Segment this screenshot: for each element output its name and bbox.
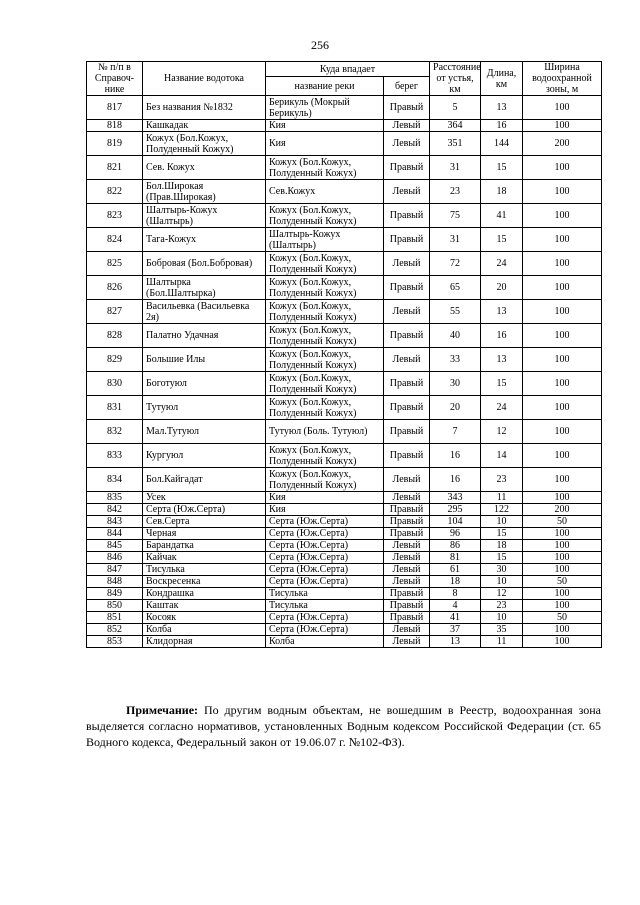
- cell-bank: Правый: [384, 396, 430, 420]
- cell-length: 24: [481, 252, 523, 276]
- cell-width: 100: [523, 324, 602, 348]
- footnote-label: Примечание:: [126, 703, 199, 717]
- cell-length: 11: [481, 636, 523, 648]
- cell-name: Воскресенка: [143, 576, 266, 588]
- cell-length: 10: [481, 516, 523, 528]
- cell-river: Кожух (Бол.Кожух, Полуденный Кожух): [266, 444, 384, 468]
- table-row: [87, 516, 602, 528]
- cell-name: Палатно Удачная: [143, 324, 266, 348]
- cell-width: 200: [523, 132, 602, 156]
- cell-number: 824: [87, 228, 143, 252]
- cell-river: Кожух (Бол.Кожух, Полуденный Кожух): [266, 468, 384, 492]
- cell-length: 15: [481, 156, 523, 180]
- cell-distance: 30: [430, 372, 481, 396]
- table-row: [87, 120, 602, 132]
- cell-bank: Левый: [384, 624, 430, 636]
- cell-number: 844: [87, 528, 143, 540]
- cell-number: 843: [87, 516, 143, 528]
- cell-length: 15: [481, 372, 523, 396]
- cell-width: 50: [523, 576, 602, 588]
- table-row: [87, 528, 602, 540]
- cell-distance: 343: [430, 492, 481, 504]
- cell-number: 818: [87, 120, 143, 132]
- cell-number: 848: [87, 576, 143, 588]
- cell-river: Кожух (Бол.Кожух, Полуденный Кожух): [266, 156, 384, 180]
- col-header-bank: берег: [384, 77, 430, 96]
- cell-width: 100: [523, 204, 602, 228]
- table-row: [87, 468, 602, 492]
- col-header-length: Длина, км: [481, 62, 523, 96]
- cell-number: 831: [87, 396, 143, 420]
- cell-width: 100: [523, 120, 602, 132]
- cell-name: Бол.Широкая (Прав.Широкая): [143, 180, 266, 204]
- cell-river: Кожух (Бол.Кожух, Полуденный Кожух): [266, 204, 384, 228]
- cell-length: 41: [481, 204, 523, 228]
- cell-number: 833: [87, 444, 143, 468]
- cell-bank: Левый: [384, 540, 430, 552]
- cell-width: 100: [523, 492, 602, 504]
- cell-river: Кожух (Бол.Кожух, Полуденный Кожух): [266, 300, 384, 324]
- cell-width: 100: [523, 564, 602, 576]
- cell-river: Тисулька: [266, 600, 384, 612]
- cell-river: Кия: [266, 492, 384, 504]
- cell-length: 23: [481, 468, 523, 492]
- cell-river: Серта (Юж.Серта): [266, 552, 384, 564]
- col-header-flows-into: Куда впадает: [266, 62, 430, 77]
- table-row: [87, 564, 602, 576]
- cell-number: 842: [87, 504, 143, 516]
- cell-width: 100: [523, 636, 602, 648]
- table-row: [87, 492, 602, 504]
- cell-length: 122: [481, 504, 523, 516]
- cell-number: 826: [87, 276, 143, 300]
- cell-bank: Правый: [384, 276, 430, 300]
- cell-distance: 96: [430, 528, 481, 540]
- table-row: [87, 504, 602, 516]
- table-row: [87, 324, 602, 348]
- cell-distance: 13: [430, 636, 481, 648]
- cell-length: 18: [481, 180, 523, 204]
- cell-number: 819: [87, 132, 143, 156]
- cell-distance: 4: [430, 600, 481, 612]
- cell-number: 822: [87, 180, 143, 204]
- cell-number: 846: [87, 552, 143, 564]
- cell-width: 100: [523, 180, 602, 204]
- cell-bank: Правый: [384, 204, 430, 228]
- cell-distance: 65: [430, 276, 481, 300]
- cell-distance: 61: [430, 564, 481, 576]
- cell-distance: 31: [430, 228, 481, 252]
- cell-river: Кожух (Бол.Кожух, Полуденный Кожух): [266, 372, 384, 396]
- table-row: [87, 132, 602, 156]
- cell-number: 817: [87, 96, 143, 120]
- table-row: [87, 540, 602, 552]
- cell-length: 12: [481, 588, 523, 600]
- cell-distance: 16: [430, 468, 481, 492]
- cell-width: 50: [523, 516, 602, 528]
- cell-river: Тисулька: [266, 588, 384, 600]
- cell-distance: 8: [430, 588, 481, 600]
- cell-name: Тисулька: [143, 564, 266, 576]
- cell-width: 100: [523, 552, 602, 564]
- cell-width: 100: [523, 624, 602, 636]
- cell-river: Шалтырь-Кожух (Шалтырь): [266, 228, 384, 252]
- cell-name: Шалтырка (Бол.Шалтырка): [143, 276, 266, 300]
- cell-length: 16: [481, 120, 523, 132]
- cell-bank: Левый: [384, 636, 430, 648]
- cell-river: Серта (Юж.Серта): [266, 624, 384, 636]
- cell-length: 24: [481, 396, 523, 420]
- cell-river: Кожух (Бол.Кожух, Полуденный Кожух): [266, 396, 384, 420]
- cell-width: 100: [523, 96, 602, 120]
- cell-distance: 16: [430, 444, 481, 468]
- cell-name: Каштак: [143, 600, 266, 612]
- cell-name: Сев.Серта: [143, 516, 266, 528]
- cell-number: 830: [87, 372, 143, 396]
- cell-number: 853: [87, 636, 143, 648]
- cell-name: Бобровая (Бол.Бобровая): [143, 252, 266, 276]
- cell-length: 35: [481, 624, 523, 636]
- cell-name: Серта (Юж.Серта): [143, 504, 266, 516]
- cell-bank: Левый: [384, 492, 430, 504]
- cell-name: Боготуюл: [143, 372, 266, 396]
- footnote-text: По другим водным объектам, не вошедшим в Реестр, водоохранная зона выделяется согласно нормативов, установленных Водным кодексом Российской Федерации (ст. 65 Водного кодекса, Федеральный закон от 19.06.07 г. №102-ФЗ).: [86, 703, 601, 749]
- cell-river: Кия: [266, 120, 384, 132]
- cell-number: 823: [87, 204, 143, 228]
- page-number: 256: [311, 38, 329, 52]
- table-row: [87, 396, 602, 420]
- cell-number: 834: [87, 468, 143, 492]
- cell-length: 11: [481, 492, 523, 504]
- cell-name: Сев. Кожух: [143, 156, 266, 180]
- cell-number: 825: [87, 252, 143, 276]
- cell-bank: Левый: [384, 132, 430, 156]
- cell-bank: Левый: [384, 552, 430, 564]
- cell-river: Кожух (Бол.Кожух, Полуденный Кожух): [266, 348, 384, 372]
- cell-width: 100: [523, 528, 602, 540]
- cell-river: Кия: [266, 132, 384, 156]
- table-row: [87, 228, 602, 252]
- cell-distance: 18: [430, 576, 481, 588]
- cell-river: Кожух (Бол.Кожух, Полуденный Кожух): [266, 276, 384, 300]
- cell-name: Кондрашка: [143, 588, 266, 600]
- table-row: [87, 96, 602, 120]
- cell-distance: 295: [430, 504, 481, 516]
- cell-bank: Левый: [384, 180, 430, 204]
- cell-name: Кашкадак: [143, 120, 266, 132]
- cell-name: Клидорная: [143, 636, 266, 648]
- table-row: [87, 612, 602, 624]
- cell-bank: Правый: [384, 372, 430, 396]
- cell-river: Колба: [266, 636, 384, 648]
- cell-river: Серта (Юж.Серта): [266, 576, 384, 588]
- cell-length: 14: [481, 444, 523, 468]
- cell-length: 13: [481, 300, 523, 324]
- cell-river: Сев.Кожух: [266, 180, 384, 204]
- cell-name: Черная: [143, 528, 266, 540]
- cell-number: 829: [87, 348, 143, 372]
- cell-name: Косояк: [143, 612, 266, 624]
- cell-river: Тутуюл (Боль. Тутуюл): [266, 420, 384, 444]
- cell-name: Кожух (Бол.Кожух, Полуденный Кожух): [143, 132, 266, 156]
- cell-bank: Правый: [384, 612, 430, 624]
- cell-length: 15: [481, 228, 523, 252]
- cell-distance: 23: [430, 180, 481, 204]
- cell-bank: Левый: [384, 348, 430, 372]
- cell-river: Серта (Юж.Серта): [266, 540, 384, 552]
- footnote: [86, 702, 601, 750]
- cell-width: 100: [523, 396, 602, 420]
- table-row: [87, 576, 602, 588]
- cell-width: 100: [523, 372, 602, 396]
- cell-distance: 81: [430, 552, 481, 564]
- cell-river: Кожух (Бол.Кожух, Полуденный Кожух): [266, 324, 384, 348]
- cell-bank: Правый: [384, 420, 430, 444]
- table-row: [87, 588, 602, 600]
- cell-bank: Правый: [384, 96, 430, 120]
- cell-river: Берикуль (Мокрый Берикуль): [266, 96, 384, 120]
- table-row: [87, 372, 602, 396]
- cell-distance: 41: [430, 612, 481, 624]
- cell-river: Серта (Юж.Серта): [266, 612, 384, 624]
- cell-number: 828: [87, 324, 143, 348]
- cell-number: 851: [87, 612, 143, 624]
- table-row: [87, 444, 602, 468]
- cell-length: 12: [481, 420, 523, 444]
- cell-length: 10: [481, 576, 523, 588]
- cell-name: Большие Илы: [143, 348, 266, 372]
- table-header: [87, 62, 602, 96]
- cell-distance: 364: [430, 120, 481, 132]
- cell-bank: Правый: [384, 228, 430, 252]
- cell-bank: Правый: [384, 444, 430, 468]
- cell-river: Кожух (Бол.Кожух, Полуденный Кожух): [266, 252, 384, 276]
- cell-distance: 75: [430, 204, 481, 228]
- cell-number: 827: [87, 300, 143, 324]
- cell-width: 100: [523, 252, 602, 276]
- cell-name: Без названия №1832: [143, 96, 266, 120]
- cell-name: Усек: [143, 492, 266, 504]
- cell-bank: Правый: [384, 156, 430, 180]
- cell-bank: Левый: [384, 120, 430, 132]
- cell-name: Кургуюл: [143, 444, 266, 468]
- cell-name: Тага-Кожух: [143, 228, 266, 252]
- table-row: [87, 600, 602, 612]
- cell-bank: Левый: [384, 576, 430, 588]
- col-header-name: Название водотока: [143, 62, 266, 96]
- cell-distance: 86: [430, 540, 481, 552]
- col-header-distance: Расстояние от устья, км: [430, 62, 481, 96]
- cell-length: 144: [481, 132, 523, 156]
- cell-river: Серта (Юж.Серта): [266, 528, 384, 540]
- cell-width: 100: [523, 348, 602, 372]
- cell-bank: Правый: [384, 516, 430, 528]
- cell-number: 821: [87, 156, 143, 180]
- cell-distance: 31: [430, 156, 481, 180]
- cell-length: 30: [481, 564, 523, 576]
- cell-length: 13: [481, 348, 523, 372]
- cell-width: 100: [523, 468, 602, 492]
- table-row: [87, 552, 602, 564]
- cell-name: Тутуюл: [143, 396, 266, 420]
- cell-width: 100: [523, 444, 602, 468]
- cell-bank: Правый: [384, 588, 430, 600]
- cell-width: 100: [523, 276, 602, 300]
- cell-width: 100: [523, 228, 602, 252]
- cell-number: 847: [87, 564, 143, 576]
- cell-name: Васильевка (Васильевка 2я): [143, 300, 266, 324]
- cell-number: 845: [87, 540, 143, 552]
- water-body-register-table: [86, 61, 602, 648]
- table-row: [87, 156, 602, 180]
- table-row: [87, 420, 602, 444]
- cell-river: Серта (Юж.Серта): [266, 516, 384, 528]
- cell-distance: 351: [430, 132, 481, 156]
- cell-length: 10: [481, 612, 523, 624]
- cell-name: Бол.Кайгадат: [143, 468, 266, 492]
- cell-number: 852: [87, 624, 143, 636]
- cell-river: Кия: [266, 504, 384, 516]
- cell-distance: 37: [430, 624, 481, 636]
- cell-bank: Левый: [384, 468, 430, 492]
- cell-width: 200: [523, 504, 602, 516]
- col-header-river-name: название реки: [266, 77, 384, 96]
- table-row: [87, 276, 602, 300]
- cell-number: 832: [87, 420, 143, 444]
- cell-number: 835: [87, 492, 143, 504]
- cell-number: 850: [87, 600, 143, 612]
- table-body: [87, 96, 602, 648]
- table-row: [87, 252, 602, 276]
- cell-length: 18: [481, 540, 523, 552]
- cell-distance: 72: [430, 252, 481, 276]
- cell-name: Барандатка: [143, 540, 266, 552]
- cell-distance: 7: [430, 420, 481, 444]
- cell-bank: Правый: [384, 528, 430, 540]
- cell-length: 15: [481, 528, 523, 540]
- cell-bank: Левый: [384, 252, 430, 276]
- cell-width: 50: [523, 612, 602, 624]
- cell-river: Серта (Юж.Серта): [266, 564, 384, 576]
- cell-bank: Правый: [384, 324, 430, 348]
- cell-width: 100: [523, 420, 602, 444]
- cell-width: 100: [523, 156, 602, 180]
- cell-length: 15: [481, 552, 523, 564]
- cell-bank: Левый: [384, 564, 430, 576]
- cell-distance: 33: [430, 348, 481, 372]
- table-row: [87, 636, 602, 648]
- cell-width: 100: [523, 540, 602, 552]
- table-row: [87, 204, 602, 228]
- cell-bank: Правый: [384, 504, 430, 516]
- cell-length: 23: [481, 600, 523, 612]
- cell-length: 16: [481, 324, 523, 348]
- table-row: [87, 300, 602, 324]
- cell-distance: 40: [430, 324, 481, 348]
- cell-width: 100: [523, 600, 602, 612]
- cell-width: 100: [523, 588, 602, 600]
- cell-distance: 20: [430, 396, 481, 420]
- cell-number: 849: [87, 588, 143, 600]
- cell-name: Мал.Тутуюл: [143, 420, 266, 444]
- table-row: [87, 180, 602, 204]
- cell-bank: Левый: [384, 300, 430, 324]
- table-row: [87, 624, 602, 636]
- cell-name: Кайчак: [143, 552, 266, 564]
- cell-width: 100: [523, 300, 602, 324]
- cell-name: Шалтырь-Кожух (Шалтырь): [143, 204, 266, 228]
- cell-length: 20: [481, 276, 523, 300]
- cell-distance: 55: [430, 300, 481, 324]
- cell-length: 13: [481, 96, 523, 120]
- cell-distance: 5: [430, 96, 481, 120]
- table-row: [87, 348, 602, 372]
- cell-name: Колба: [143, 624, 266, 636]
- cell-bank: Правый: [384, 600, 430, 612]
- cell-distance: 104: [430, 516, 481, 528]
- col-header-number: № п/п в Справоч-нике: [87, 62, 143, 96]
- col-header-width: Ширина водоохранной зоны, м: [523, 62, 602, 96]
